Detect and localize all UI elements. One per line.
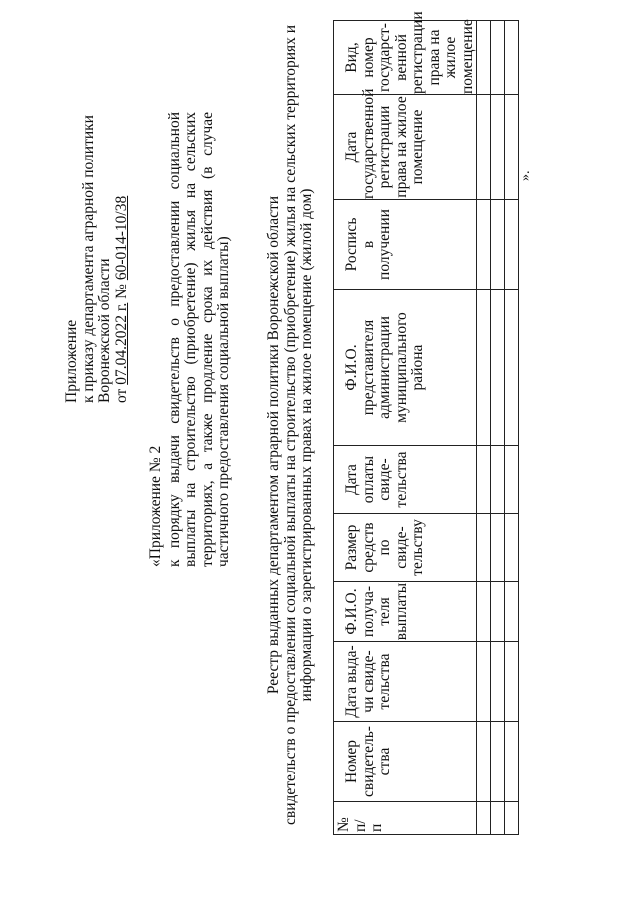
table-row [477, 21, 491, 835]
table-cell [491, 722, 505, 802]
registry-title-line: свидетельств о предоставлении социальной выплаты на строительство (приобретение) жилья на сельских территориях и [281, 24, 299, 825]
appendix-header [64, 115, 130, 403]
order-prefix: от [112, 384, 130, 403]
column-header [334, 642, 477, 722]
table-cell [491, 200, 505, 290]
order-mid: № [112, 280, 130, 303]
column-header-line: Дата [343, 464, 360, 495]
column-header-line: средств [359, 522, 377, 573]
table-cell [505, 582, 519, 642]
table-cell [491, 21, 505, 95]
column-header-line: государственной [359, 88, 377, 199]
column-header [334, 200, 477, 290]
order-date: 07.04.2022 г. [112, 302, 130, 385]
table-cell [477, 642, 491, 722]
table-cell [505, 514, 519, 582]
column-header-line: свидетель- [359, 726, 377, 797]
table-cell [505, 642, 519, 722]
column-header-line: оплаты [359, 455, 377, 504]
table-cell [477, 95, 491, 200]
column-header-line: п [368, 823, 385, 832]
registry-title-line: Реестр выданных департаментом аграрной политики Воронежской области [265, 195, 282, 695]
order-reference [114, 115, 131, 403]
column-header-line: тельства [392, 451, 410, 508]
table-row [505, 21, 519, 835]
column-header [334, 446, 477, 514]
order-number: 60-014-10/38 [112, 195, 130, 281]
appendix-line: Приложение [63, 319, 80, 403]
table-cell [505, 200, 519, 290]
table-cell [491, 582, 505, 642]
table-cell [477, 722, 491, 802]
annex-title: «Приложение № 2 [147, 445, 164, 567]
table-cell [491, 514, 505, 582]
table-cell [491, 290, 505, 446]
column-header-line: свиде- [376, 458, 393, 501]
table-cell [505, 722, 519, 802]
table-cell [505, 446, 519, 514]
column-header-line: п/ [351, 819, 369, 832]
column-header [334, 722, 477, 802]
column-header-line: Размер [343, 524, 360, 571]
annex-block [148, 112, 233, 567]
column-header [334, 582, 477, 642]
column-header [334, 290, 477, 446]
table-cell [477, 21, 491, 95]
column-header-line: права на [425, 29, 443, 86]
column-header-line: Вид, номер [343, 37, 377, 78]
table-cell [491, 95, 505, 200]
table-cell [505, 802, 519, 835]
table-row [491, 21, 505, 835]
column-header-line: № [335, 817, 352, 832]
table-cell [477, 290, 491, 446]
column-header-line: регистрации [409, 11, 426, 94]
column-header-line: венной [392, 34, 410, 81]
annex-text: к порядку выдачи свидетельств о предоставлении социальной выплаты на строительство (приобретение) жилья на сельских территориях, а также продление срока их действия (в случае частичного предоставления социальной выплаты) [165, 112, 232, 567]
column-header-line: Ф.И.О. [343, 344, 360, 391]
registry-table [333, 11, 519, 835]
column-header-line: получа- [359, 585, 377, 638]
column-header-line: чи свиде- [359, 650, 377, 713]
column-header-line: представителя [359, 319, 377, 416]
column-header-line: получении [376, 209, 393, 280]
column-header-line: тельству [409, 519, 426, 576]
table-cell [491, 446, 505, 514]
column-header-line: помещение [409, 109, 426, 185]
table-cell [505, 95, 519, 200]
table-cell [491, 802, 505, 835]
column-header-line: государст- [376, 23, 393, 92]
column-header-line: выплаты [392, 582, 410, 641]
appendix-line: Воронежской области [96, 258, 113, 403]
column-header-line: администрации [376, 316, 393, 419]
closing-quote: ». [518, 170, 533, 181]
column-header-line: тельства [376, 653, 393, 710]
column-header [334, 88, 477, 200]
column-header-line: Дата [343, 131, 360, 163]
column-header-line: муниципального [392, 312, 410, 423]
column-header [334, 802, 477, 835]
column-header-line: Номер [343, 739, 360, 784]
table-cell [477, 582, 491, 642]
table-cell [477, 446, 491, 514]
column-header [334, 514, 477, 582]
table-cell [477, 514, 491, 582]
table-cell [477, 802, 491, 835]
column-header-line: права на жилое [392, 96, 410, 198]
column-header-line: по [376, 539, 393, 556]
column-header-line: ства [376, 747, 393, 776]
table-cell [477, 200, 491, 290]
registry-title [265, 24, 316, 825]
table-header-row [334, 21, 477, 835]
column-header-line: Роспись [343, 217, 360, 272]
column-header-line: Ф.И.О. [343, 588, 360, 635]
table-cell [505, 290, 519, 446]
registry-title-line: информации о зарегистрированных правах на жилое помещение (жилой дом) [298, 188, 315, 702]
column-header-line: района [409, 344, 426, 391]
column-header-line: свиде- [392, 526, 410, 569]
table-cell [491, 642, 505, 722]
column-header-line: в [359, 240, 377, 249]
column-header-line: теля [376, 597, 393, 626]
table-cell [505, 21, 519, 95]
column-header-line: жилое [442, 36, 459, 79]
column-header-line: регистрации [376, 105, 393, 189]
appendix-line: к приказу департамента аграрной политики [79, 115, 97, 403]
column-header-line: помещение [458, 19, 476, 94]
table-body [477, 21, 519, 835]
column-header-line: Дата выда- [343, 645, 360, 718]
column-header [334, 11, 477, 95]
